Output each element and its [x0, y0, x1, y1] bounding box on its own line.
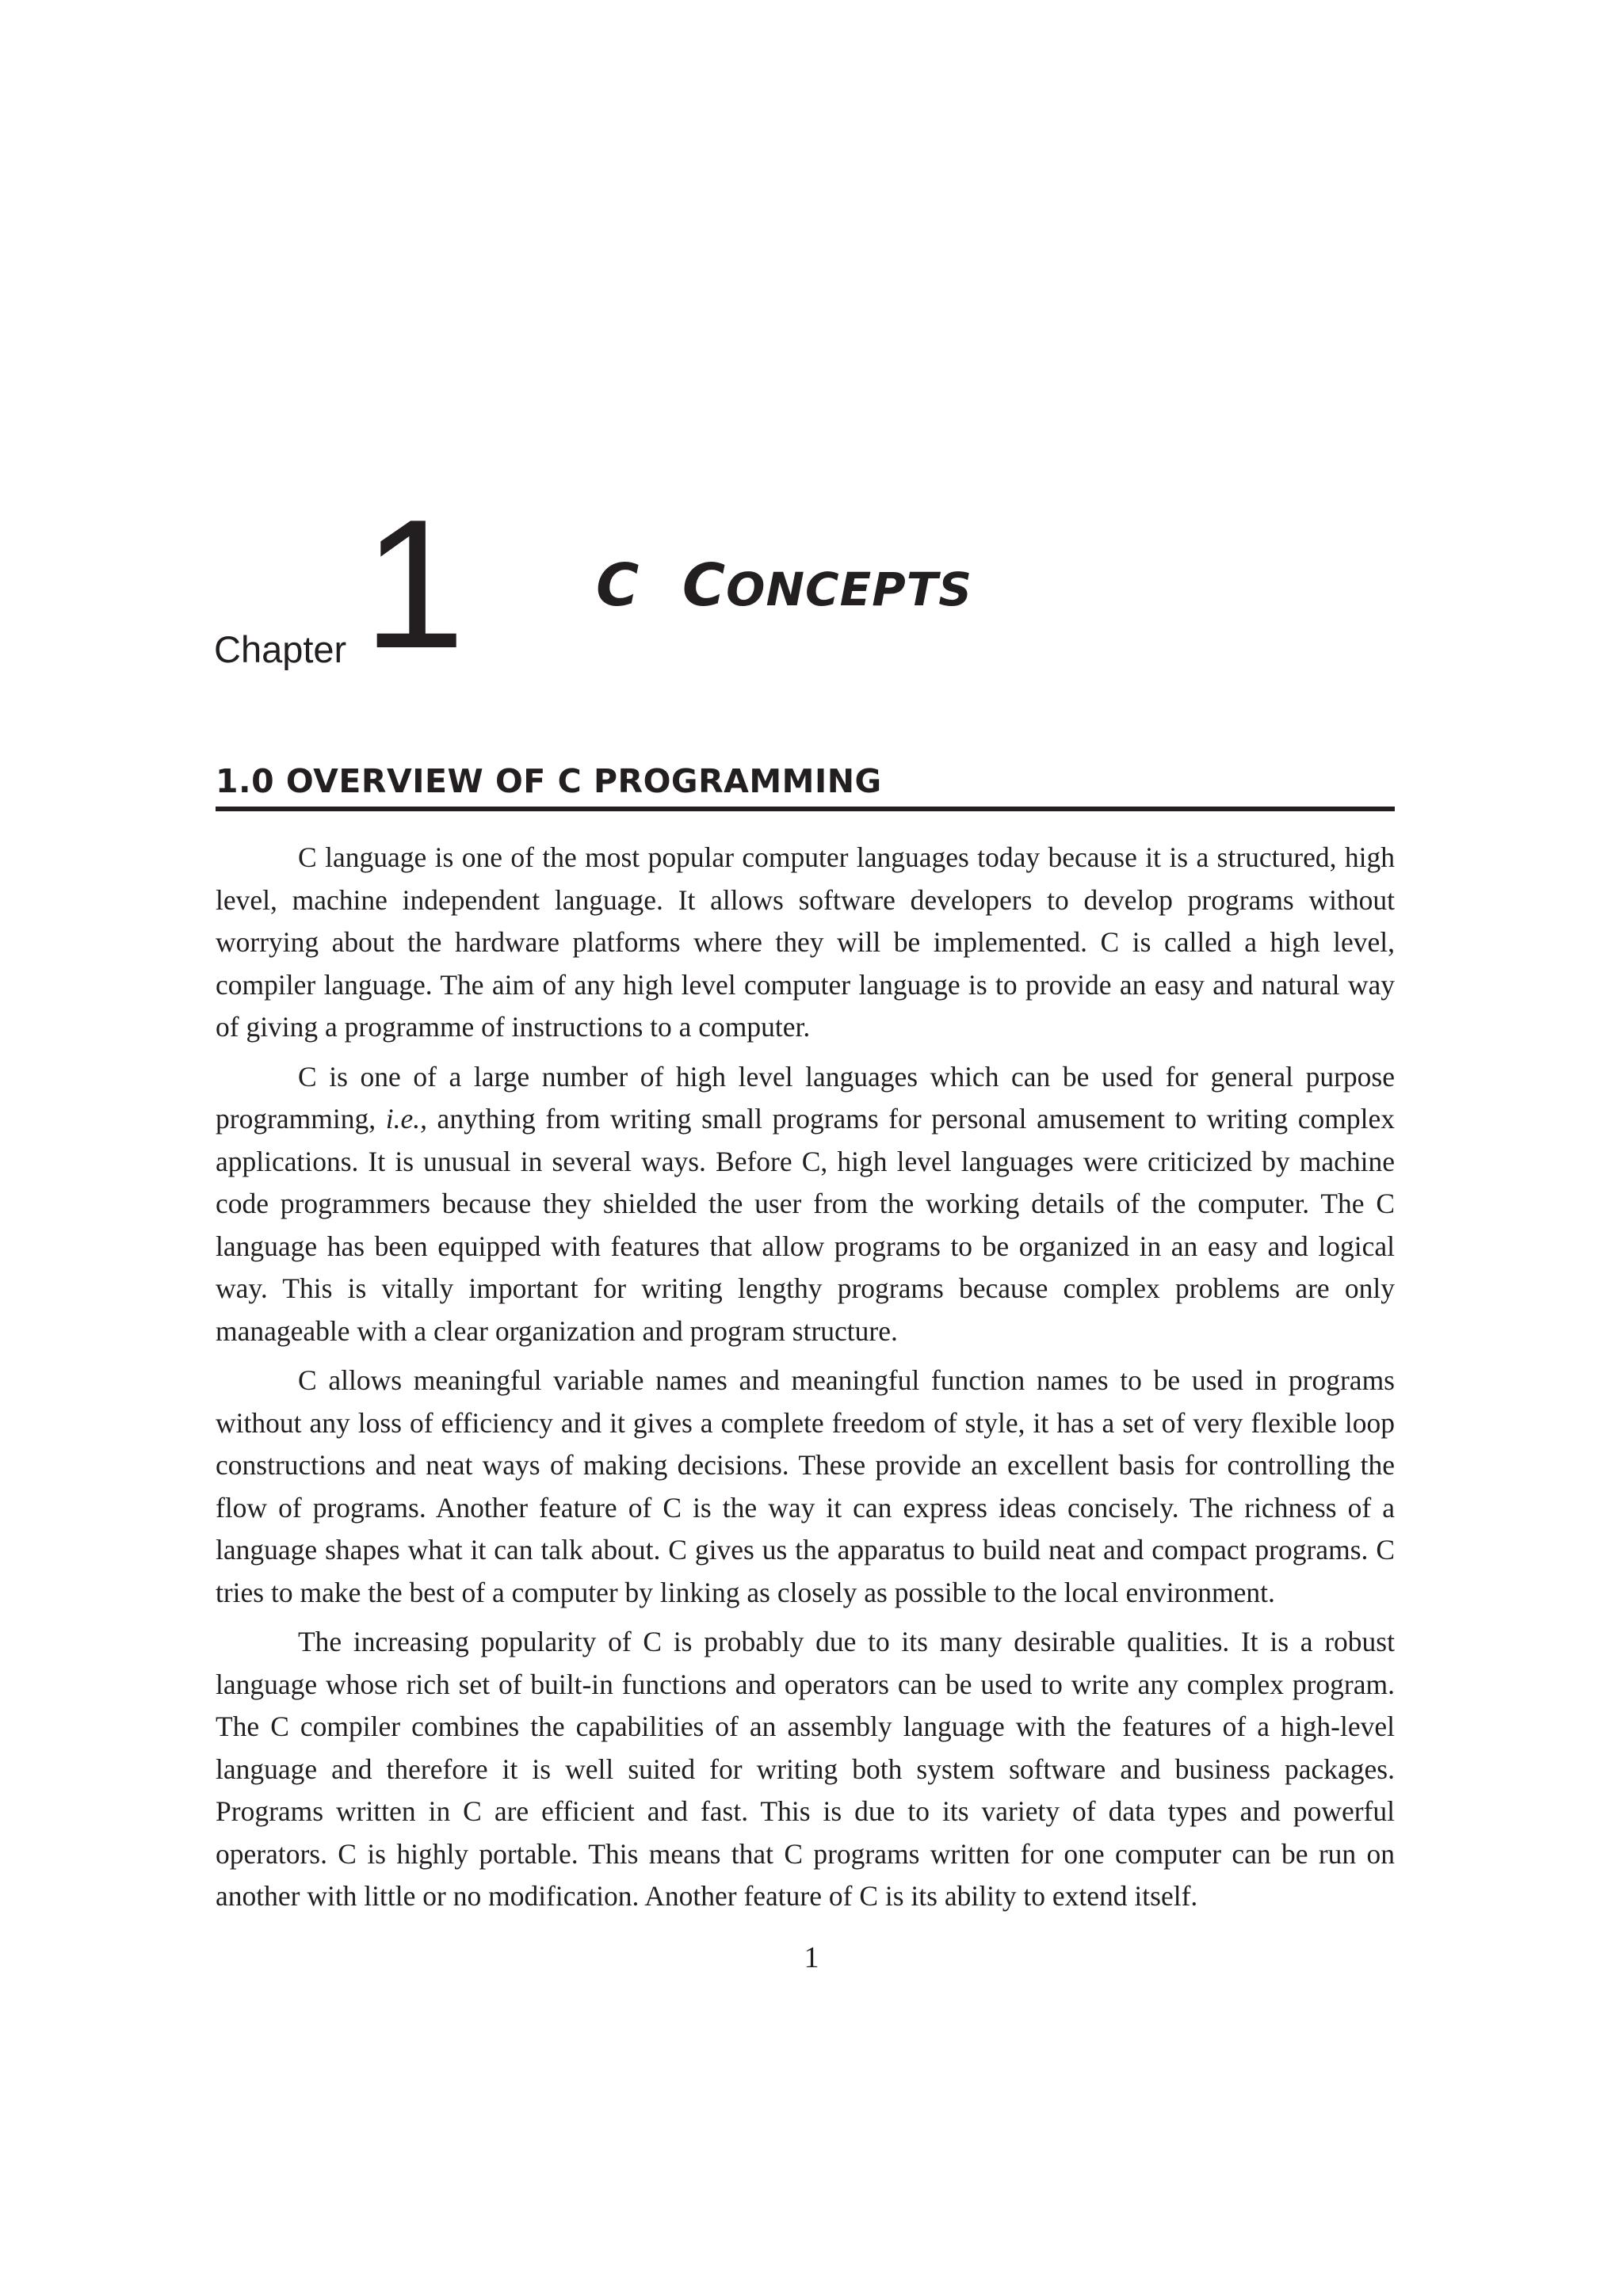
page-number: 1 [804, 1941, 819, 1974]
paragraph-2 [216, 1056, 1395, 1353]
chapter-title-initial-2: C [682, 551, 727, 620]
paragraph-2-italic: i.e., [385, 1103, 427, 1135]
chapter-title-rest: ONCEPTS [726, 563, 973, 616]
chapter-number: 1 [363, 482, 466, 687]
body-text [216, 837, 1395, 1925]
paragraph-3: C allows meaningful variable names and meaningful function names to be used in programs without any loss of efficiency and it gives a complete freedom of style, it has a set of very flexible loop constructions and neat ways of making decisions. These provide an excellent basis for controlling the flow of programs. Another feature of C is the way it can express ideas concisely. The richness of a language shapes what it can talk about. C gives us the apparatus to build neat and compact programs. C tries to make the best of a computer by linking as closely as possible to the local environment. [216, 1364, 1395, 1608]
chapter-title-initial-1: C [596, 551, 640, 620]
section-divider [216, 807, 1395, 811]
paragraph-2-end: anything from writing small programs for personal amusement to writing complex applications. It is unusual in several ways. Before C, high level languages were criticized by machine code programmers because they shielded the user from the working details of the computer. The C language has been equipped with features that allow programs to be organized in an easy and logical way. This is vitally important for writing lengthy programs because complex problems are only manageable with a clear organization and program structure. [216, 1103, 1395, 1347]
section-heading: 1.0 OVERVIEW OF C PROGRAMMING [216, 762, 882, 800]
paragraph-4: The increasing popularity of C is probably due to its many desirable qualities. It is a robust language whose rich set of built-in functions and operators can be used to write any complex program. The C compiler combines the capabilities of an assembly language with the features of a high-level language and therefore it is well suited for writing both system software and business packages. Programs written in C are efficient and fast. This is due to its variety of data types and powerful operators. C is highly portable. This means that C programs written for one computer can be run on another with little or no modification. Another feature of C is its ability to extend itself. [216, 1626, 1395, 1912]
paragraph-2-start: C is one of a large number of high level languages which can be used for general purpose programming, [216, 1060, 1395, 1135]
chapter-title [596, 551, 973, 620]
paragraph-1: C language is one of the most popular computer languages today because it is a structured, high level, machine independent language. It allows software developers to develop programs without worrying about the hardware platforms where they will be implemented. C is called a high level, compiler language. The aim of any high level computer language is to provide an easy and natural way of giving a programme of instructions to a computer. [216, 841, 1395, 1043]
chapter-label: Chapter [214, 628, 347, 670]
